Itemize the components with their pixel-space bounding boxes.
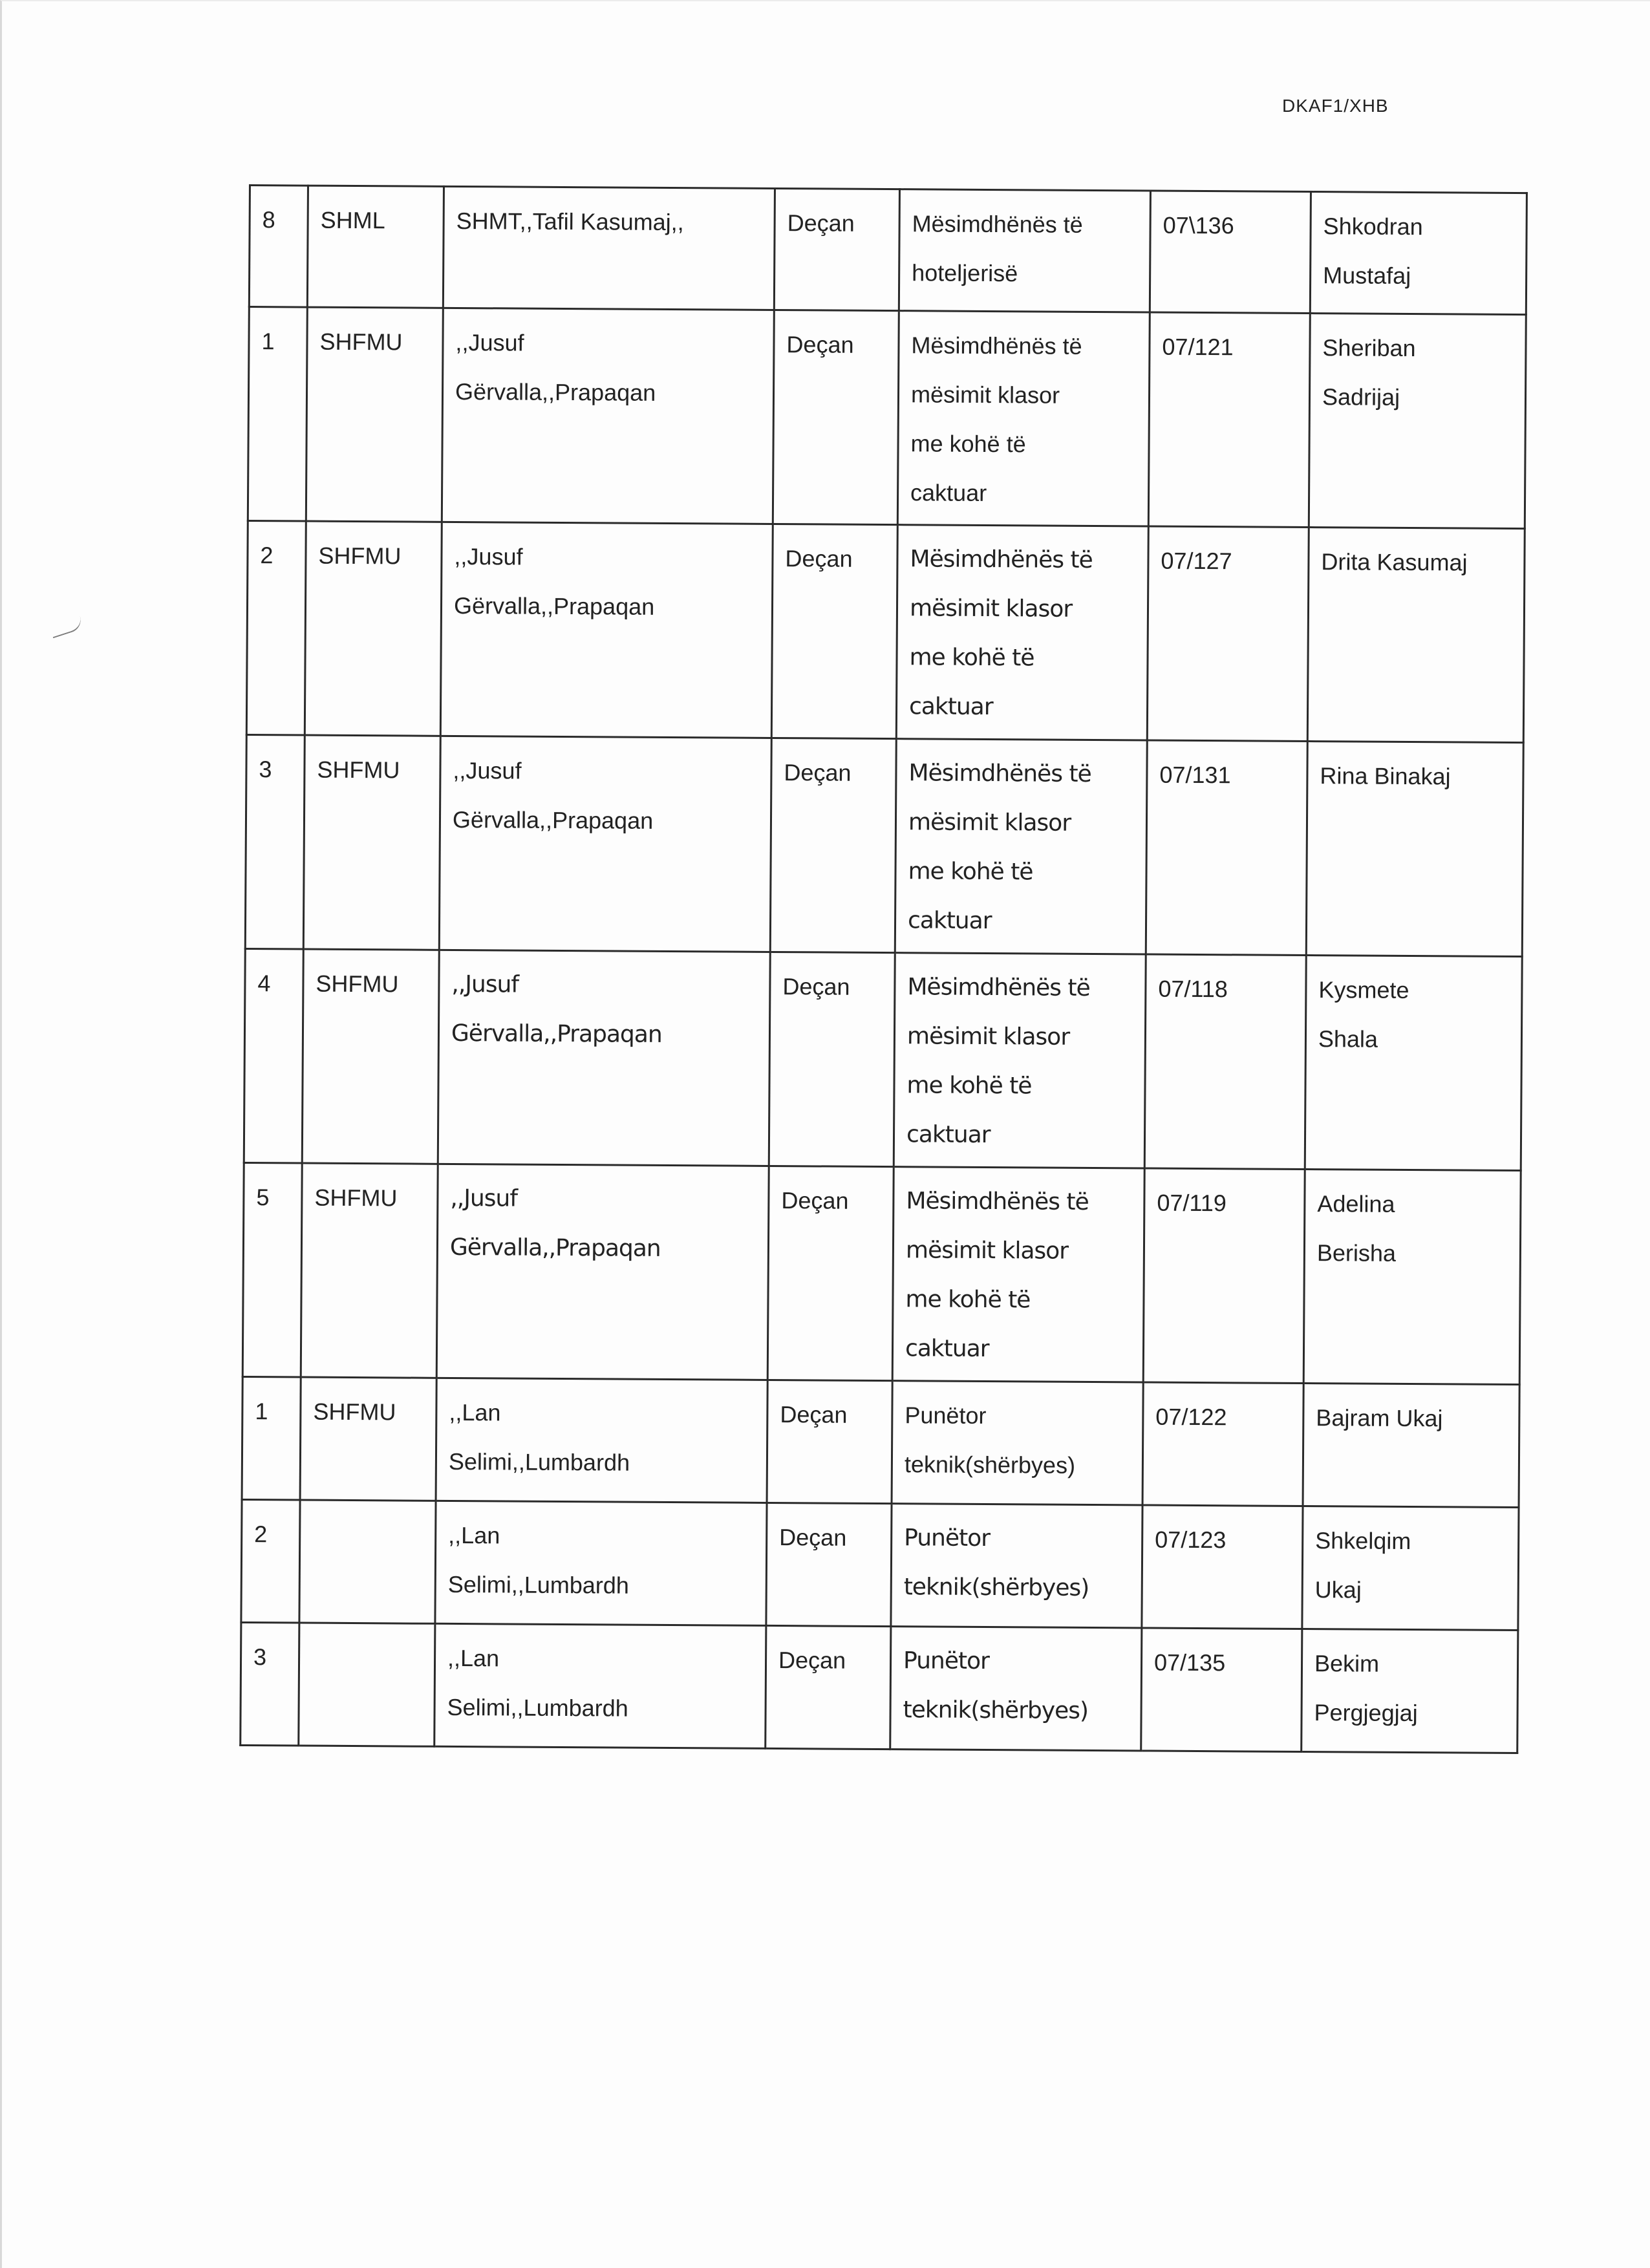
- position-line: Punëtor: [905, 1402, 987, 1429]
- table-row: [246, 520, 1525, 742]
- row-number: 2: [246, 520, 306, 735]
- employee-name-cell: [1305, 956, 1522, 1171]
- row-number: 1: [242, 1376, 301, 1500]
- position-line: me kohë të: [910, 430, 1026, 458]
- position-line: me kohë të: [908, 858, 1033, 886]
- employee-name-line: Sadrijaj: [1322, 383, 1400, 411]
- employee-name-cell: [1302, 1506, 1519, 1630]
- position-line: mësimit klasor: [906, 1023, 1070, 1051]
- position-line: teknik(shërbyes): [904, 1451, 1076, 1479]
- position-cell: [894, 953, 1146, 1168]
- school-name-line: ,,Jusuf: [451, 970, 519, 998]
- school-type-cell: SHFMU: [306, 307, 443, 522]
- row-number: 1: [248, 307, 307, 522]
- school-name-line: SHMT,,Tafil Kasumaj,,: [456, 207, 684, 236]
- position-line: Punëtor: [903, 1647, 990, 1675]
- employee-name-cell: [1309, 314, 1526, 529]
- school-name-line: ,,Lan: [447, 1644, 500, 1672]
- position-line: Mësimdhënës të: [910, 546, 1093, 573]
- school-name-line: Selimi,,Lumbardh: [448, 1448, 630, 1476]
- school-name-line: Gërvalla,,Prapaqan: [449, 1234, 661, 1262]
- reference-number-cell: 07/118: [1144, 954, 1306, 1170]
- school-name-cell: [442, 308, 774, 524]
- position-line: me kohë të: [905, 1286, 1031, 1314]
- employee-name-line: Pergjegjaj: [1314, 1699, 1418, 1727]
- employee-name-line: Bekim: [1314, 1650, 1380, 1677]
- employee-name-line: Sheriban: [1322, 334, 1416, 362]
- city-cell: Deçan: [770, 738, 896, 952]
- position-line: caktuar: [906, 1121, 991, 1149]
- row-number: 3: [245, 734, 305, 949]
- reference-number-cell: 07\136: [1150, 191, 1311, 314]
- school-type-cell: SHFMU: [305, 521, 442, 736]
- employee-name-line: Drita Kasumaj: [1321, 548, 1468, 576]
- position-cell: [892, 1381, 1143, 1505]
- school-name-line: Selimi,,Lumbardh: [447, 1570, 630, 1599]
- city-cell: Deçan: [767, 1380, 892, 1503]
- position-cell: [896, 525, 1148, 740]
- position-cell: [897, 311, 1150, 526]
- row-number: 2: [241, 1499, 300, 1623]
- position-line: Mësimdhënës të: [911, 332, 1082, 359]
- row-number: 4: [244, 948, 303, 1163]
- table-row: [242, 1376, 1519, 1507]
- position-line: Mësimdhënës të: [906, 1188, 1089, 1215]
- position-line: me kohë të: [909, 644, 1034, 672]
- position-line: mësimit klasor: [905, 1237, 1069, 1265]
- employee-name-line: Mustafaj: [1323, 262, 1411, 289]
- position-cell: [895, 739, 1147, 954]
- school-type-cell: SHFMU: [301, 1163, 438, 1378]
- school-type-cell: SHML: [307, 186, 444, 308]
- position-line: mësimit klasor: [908, 809, 1071, 837]
- school-name-line: ,,Jusuf: [453, 756, 522, 784]
- school-name-cell: [436, 1378, 767, 1503]
- position-line: me kohë të: [906, 1072, 1032, 1100]
- position-line: teknik(shërbyes): [903, 1574, 1089, 1601]
- reference-number-cell: 07/123: [1142, 1505, 1303, 1629]
- school-name-cell: [436, 1164, 769, 1380]
- city-cell: Deçan: [766, 1625, 891, 1749]
- position-cell: [890, 1627, 1142, 1751]
- position-line: Mësimdhënës të: [912, 210, 1083, 238]
- employee-name-line: Shkodran: [1323, 213, 1423, 241]
- employee-name-line: Berisha: [1316, 1239, 1397, 1267]
- city-cell: Deçan: [766, 1503, 892, 1626]
- school-name-line: Gërvalla,,Prapaqan: [455, 378, 656, 406]
- employee-name-cell: [1303, 1383, 1519, 1507]
- position-line: mësimit klasor: [910, 381, 1060, 409]
- employee-name-line: Rina Binakaj: [1320, 762, 1451, 790]
- employee-name-cell: [1310, 192, 1527, 315]
- table-row: [241, 1499, 1519, 1630]
- table-row: [241, 1622, 1518, 1753]
- reference-number-cell: 07/127: [1147, 526, 1309, 742]
- position-line: hoteljerisë: [912, 259, 1018, 287]
- school-name-cell: [443, 186, 775, 310]
- table-row: [245, 734, 1523, 956]
- employee-name-line: Kysmete: [1318, 976, 1409, 1003]
- row-number: 5: [242, 1162, 302, 1377]
- table-row: [242, 1162, 1521, 1384]
- position-line: caktuar: [905, 1335, 989, 1363]
- row-number: 8: [249, 186, 308, 308]
- employee-name-line: Adelina: [1317, 1190, 1395, 1217]
- city-cell: Deçan: [773, 310, 899, 524]
- school-type-cell: [299, 1500, 436, 1623]
- position-line: Mësimdhënës të: [907, 974, 1090, 1001]
- position-cell: [892, 1167, 1144, 1382]
- position-line: caktuar: [907, 907, 992, 935]
- table-row: [249, 186, 1527, 315]
- school-name-cell: [440, 522, 773, 738]
- school-name-line: Gërvalla,,Prapaqan: [452, 806, 654, 834]
- school-type-cell: SHFMU: [302, 949, 439, 1164]
- school-name-cell: [438, 950, 770, 1166]
- reference-number-cell: 07/135: [1141, 1628, 1302, 1752]
- city-cell: Deçan: [771, 524, 897, 738]
- city-cell: Deçan: [769, 952, 895, 1166]
- school-name-cell: [435, 1501, 767, 1625]
- city-cell: Deçan: [774, 188, 899, 310]
- employee-name-line: Shkelqim: [1315, 1527, 1411, 1555]
- reference-number-cell: 07/119: [1143, 1168, 1305, 1384]
- position-cell: [899, 189, 1150, 312]
- school-name-cell: [434, 1623, 766, 1748]
- position-line: mësimit klasor: [909, 595, 1073, 623]
- position-line: caktuar: [910, 479, 987, 506]
- school-type-cell: [299, 1623, 435, 1746]
- table-row: [244, 948, 1522, 1170]
- school-name-line: Selimi,,Lumbardh: [447, 1693, 628, 1722]
- staff-table-container: [239, 184, 1526, 1754]
- staff-table: [239, 184, 1528, 1754]
- school-name-line: ,,Lan: [448, 1521, 500, 1549]
- position-line: caktuar: [908, 693, 993, 721]
- table-row: [248, 307, 1526, 529]
- position-cell: [891, 1504, 1142, 1628]
- document-code: DKAF1/XHB: [1282, 96, 1389, 116]
- employee-name-cell: [1307, 528, 1525, 743]
- reference-number-cell: 07/121: [1148, 312, 1310, 528]
- reference-number-cell: 07/131: [1146, 740, 1307, 956]
- school-name-line: ,,Jusuf: [450, 1184, 518, 1212]
- position-line: Mësimdhënës të: [908, 760, 1091, 787]
- row-number: 3: [241, 1622, 299, 1746]
- school-name-cell: [439, 736, 771, 952]
- position-line: teknik(shërbyes): [903, 1696, 1089, 1724]
- employee-name-cell: [1303, 1170, 1521, 1385]
- city-cell: Deçan: [767, 1166, 894, 1380]
- reference-number-cell: 07/122: [1142, 1382, 1303, 1506]
- school-type-cell: SHFMU: [300, 1377, 436, 1501]
- school-type-cell: SHFMU: [303, 735, 440, 950]
- employee-name-line: Shala: [1318, 1025, 1378, 1053]
- school-name-line: ,,Lan: [449, 1398, 501, 1426]
- position-line: Punëtor: [904, 1524, 991, 1552]
- employee-name-cell: [1302, 1629, 1518, 1753]
- staff-table-body: [241, 186, 1527, 1753]
- school-name-line: ,,Jusuf: [455, 328, 524, 356]
- employee-name-line: Bajram Ukaj: [1316, 1404, 1443, 1432]
- employee-name-line: Ukaj: [1314, 1576, 1362, 1603]
- school-name-line: Gërvalla,,Prapaqan: [451, 1020, 662, 1048]
- employee-name-cell: [1306, 742, 1523, 957]
- school-name-line: Gërvalla,,Prapaqan: [453, 592, 655, 620]
- school-name-line: ,,Jusuf: [454, 542, 523, 570]
